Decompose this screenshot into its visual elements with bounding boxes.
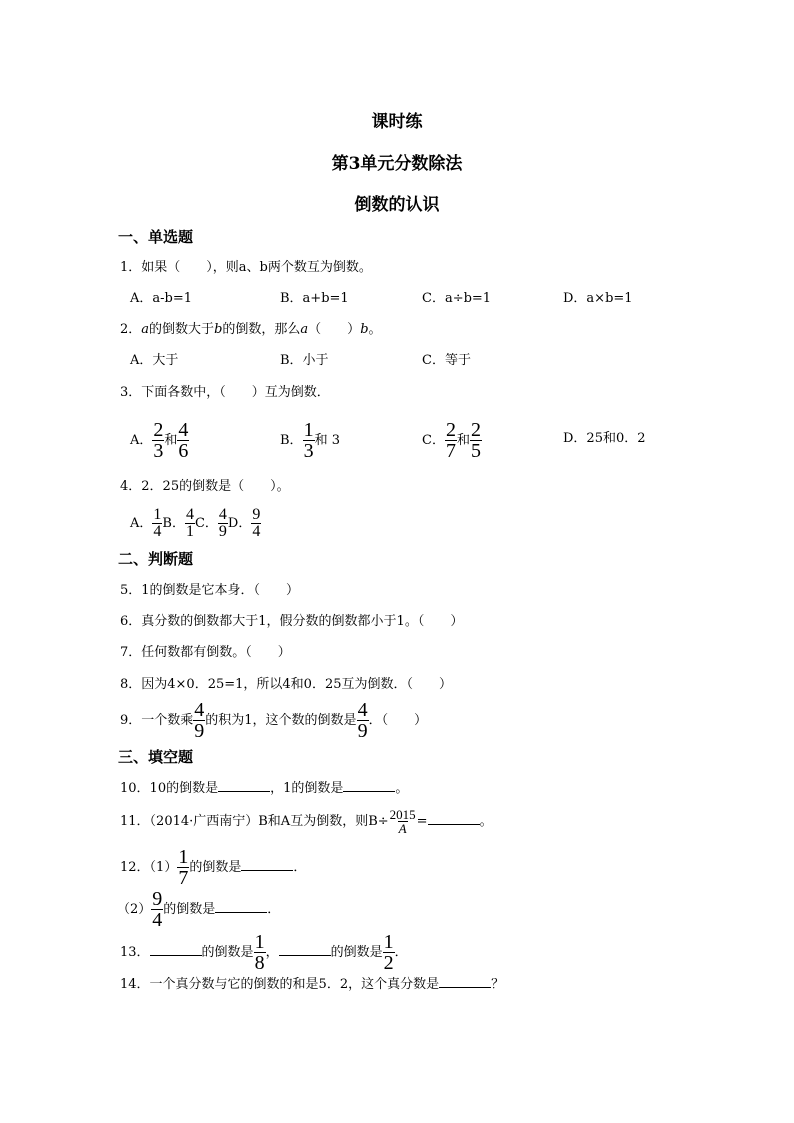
question-9: 9．一个数乘 $\frac{4}{9}$ 的积为1，这个数的倒数是 $\frac{4}{9}$ ．（ ） xyxy=(120,699,428,742)
q4-option-c: C． $\frac{4}{9}$ xyxy=(194,506,227,540)
answer-blank[interactable] xyxy=(343,779,395,792)
answer-blank[interactable] xyxy=(215,900,267,913)
question-12-part-1: 12．（1） $\frac{1}{7}$ 的倒数是 ． xyxy=(120,846,307,889)
q2-option-a[interactable]: A．大于 xyxy=(130,353,179,368)
q3-option-d[interactable]: D．25和0．2 xyxy=(563,431,646,446)
fraction: $\frac{4}{1}$ xyxy=(185,506,194,540)
question-13: 13． 的倒数是 $\frac{1}{8}$ ， 的倒数是 $\frac{1}{2}$ ． xyxy=(120,931,408,974)
q4-option-d: D． $\frac{9}{4}$ xyxy=(227,506,261,540)
q4-option-a: A． $\frac{1}{4}$ xyxy=(130,506,162,540)
fraction: $\frac{1}{8}$ xyxy=(254,931,265,974)
question-11: 11．（2014·广西南宁）B和A互为倒数，则B÷ $\frac{2015}{A}$ = 。 xyxy=(120,807,493,836)
fraction: $\frac{1}{4}$ xyxy=(153,506,162,540)
question-12-part-2: （2） $\frac{9}{4}$ 的倒数是 ． xyxy=(117,888,281,931)
fraction: $\frac{2}{3}$ xyxy=(153,419,164,462)
answer-blank[interactable] xyxy=(150,943,202,956)
fraction: $\frac{4}{9}$ xyxy=(218,506,227,540)
question-7: 7．任何数都有倒数。（ ） xyxy=(120,645,291,660)
question-2: 2．a的倒数大于b的倒数，那么a（ ）b。 xyxy=(120,322,382,337)
q2-option-c[interactable]: C．等于 xyxy=(422,353,471,368)
answer-blank[interactable] xyxy=(241,858,293,871)
question-14: 14．一个真分数与它的倒数的和是5．2，这个真分数是 ？ xyxy=(120,977,505,992)
answer-blank[interactable] xyxy=(279,943,331,956)
q3-option-a[interactable]: A． $\frac{2}{3}$ 和 $\frac{4}{6}$ xyxy=(130,419,189,462)
question-5: 5．1的倒数是它本身．（ ） xyxy=(120,583,300,598)
q1-option-b[interactable]: B．a+b=1 xyxy=(280,291,349,306)
q2-option-b[interactable]: B．小于 xyxy=(280,353,329,368)
q1-option-a[interactable]: A．a-b=1 xyxy=(130,291,193,306)
fraction: $\frac{2015}{A}$ xyxy=(389,807,416,836)
question-10: 10．10的倒数是 ，1的倒数是 。 xyxy=(120,781,409,796)
question-8: 8．因为4×0．25=1，所以4和0．25互为倒数．（ ） xyxy=(120,677,452,692)
section-fill-blank: 三、填空题 xyxy=(118,748,194,766)
question-4: 4．2．25的倒数是（ ）。 xyxy=(120,479,290,494)
q4-option-b: B． $\frac{4}{1}$ xyxy=(162,506,194,540)
doc-title: 课时练 xyxy=(371,112,423,132)
section-true-false: 二、判断题 xyxy=(118,550,194,568)
fraction: $\frac{9}{4}$ xyxy=(252,506,261,540)
fraction: $\frac{4}{9}$ xyxy=(357,699,368,742)
fraction: $\frac{2}{7}$ xyxy=(445,419,456,462)
q3-option-c[interactable]: C． $\frac{2}{7}$ 和 $\frac{2}{5}$ xyxy=(422,419,481,462)
fraction: $\frac{4}{9}$ xyxy=(194,699,205,742)
question-3: 3．下面各数中，（ ）互为倒数． xyxy=(120,385,330,400)
fraction: $\frac{2}{5}$ xyxy=(470,419,481,462)
q4-options[interactable] xyxy=(130,507,261,540)
question-6: 6．真分数的倒数都大于1，假分数的倒数都小于1。（ ） xyxy=(120,614,464,629)
q1-option-c[interactable]: C．a÷b=1 xyxy=(422,291,492,306)
fraction: $\frac{1}{7}$ xyxy=(178,846,189,889)
answer-blank[interactable] xyxy=(439,975,491,988)
fraction: $\frac{4}{6}$ xyxy=(178,419,189,462)
answer-blank[interactable] xyxy=(428,812,480,825)
fraction: $\frac{9}{4}$ xyxy=(152,888,163,931)
section-single-choice: 一、单选题 xyxy=(118,228,194,246)
unit-title: 第3单元分数除法 xyxy=(331,154,463,174)
fraction: $\frac{1}{2}$ xyxy=(383,931,394,974)
fraction: $\frac{1}{3}$ xyxy=(303,419,314,462)
q1-option-d[interactable]: D．a×b=1 xyxy=(563,291,633,306)
answer-blank[interactable] xyxy=(218,779,270,792)
question-1: 1．如果（ ），则a、b两个数互为倒数。 xyxy=(120,260,372,275)
q3-option-b[interactable]: B． $\frac{1}{3}$ 和 3 xyxy=(280,419,340,462)
lesson-title: 倒数的认识 xyxy=(354,195,440,215)
